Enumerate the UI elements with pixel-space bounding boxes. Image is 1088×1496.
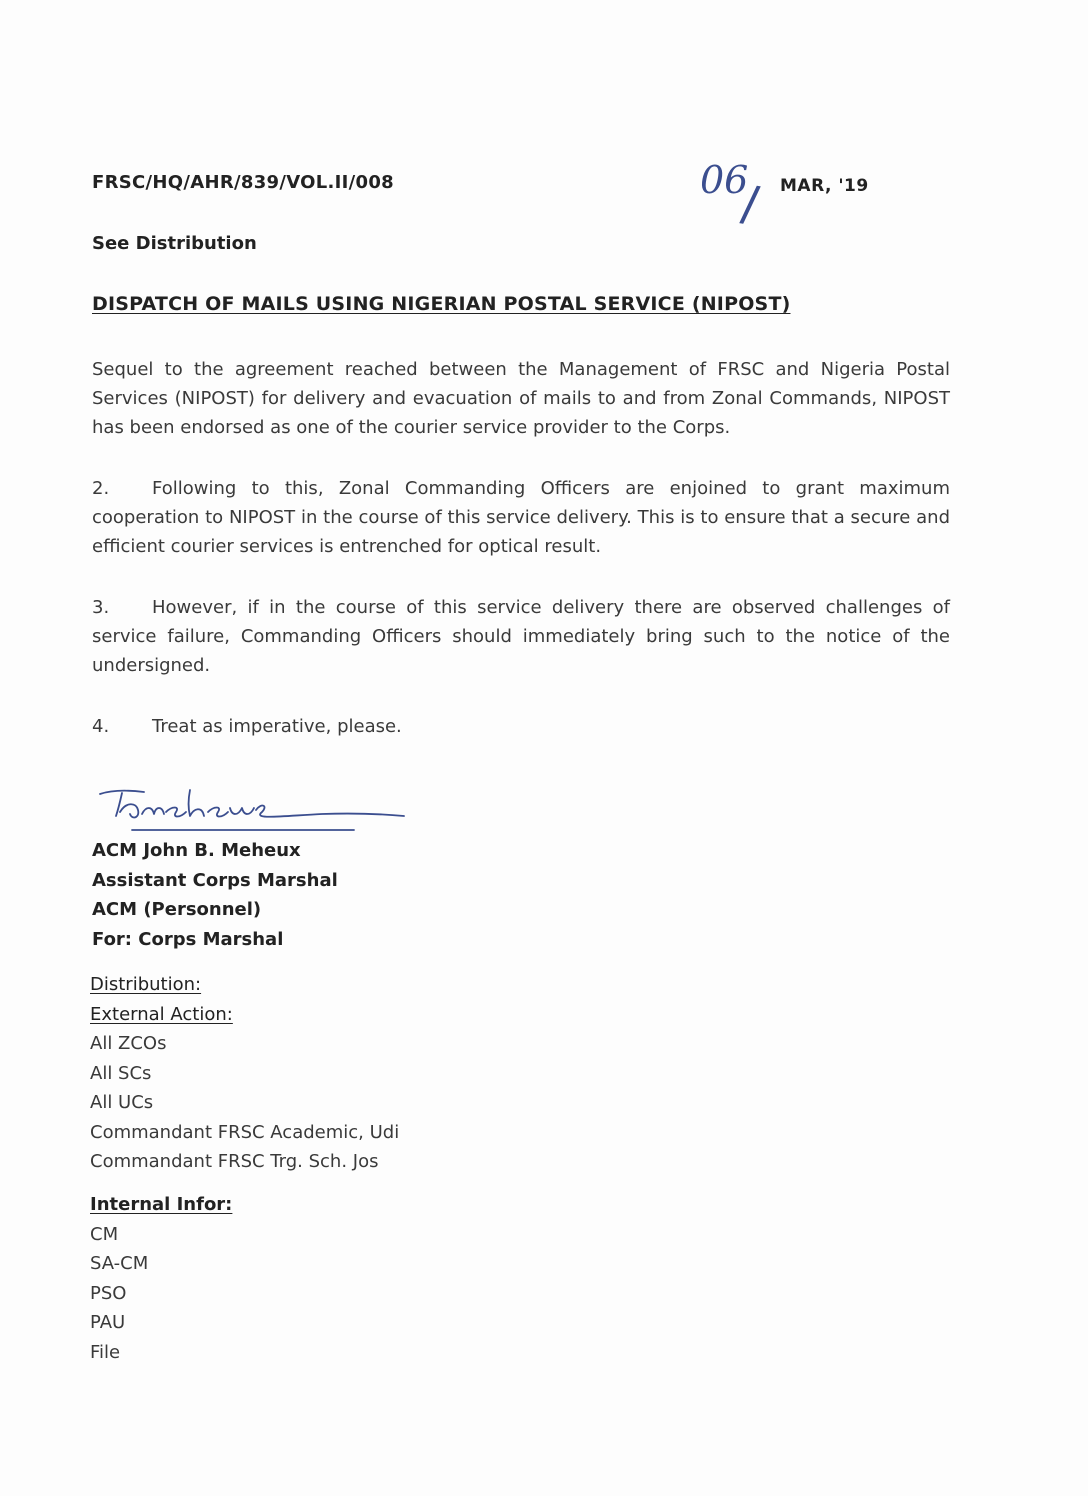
- list-item: All ZCOs: [90, 1033, 167, 1054]
- paragraph-3-text: However, if in the course of this service delivery there are observed challenges of service failure, Commanding Officers should immediately bring such to the notice of the undersigned.: [92, 597, 950, 676]
- list-item: PSO: [90, 1282, 127, 1304]
- signatory-for: For: Corps Marshal: [92, 928, 284, 950]
- paragraph-3-number: 3.: [92, 597, 110, 618]
- handwritten-date-day: 06: [700, 158, 749, 202]
- list-item: PAU: [90, 1312, 126, 1333]
- signatory-office: ACM (Personnel): [92, 899, 262, 920]
- list-item: Commandant FRSC Academic, Udi: [90, 1121, 400, 1143]
- external-action-heading: External Action:: [90, 1003, 233, 1025]
- paragraph-1: [92, 355, 950, 442]
- distribution-heading: Distribution:: [90, 974, 202, 995]
- paragraph-2-number: 2.: [92, 478, 110, 499]
- internal-infor-heading: Internal Infor:: [90, 1194, 233, 1215]
- addressee: See Distribution: [92, 233, 257, 254]
- list-item: SA-CM: [90, 1253, 149, 1274]
- paragraph-4-number: 4.: [92, 716, 110, 737]
- list-item: Commandant FRSC Trg. Sch. Jos: [90, 1151, 379, 1172]
- signatory-name: ACM John B. Meheux: [92, 840, 301, 861]
- list-item: File: [90, 1341, 121, 1363]
- list-item: All UCs: [90, 1092, 154, 1113]
- subject-heading: DISPATCH OF MAILS USING NIGERIAN POSTAL SERVICE (NIPOST): [92, 293, 791, 315]
- list-item: CM: [90, 1223, 119, 1245]
- paragraph-4: [92, 712, 950, 741]
- distribution-internal: [90, 1190, 232, 1367]
- reference-number: FRSC/HQ/AHR/839/VOL.II/008: [92, 172, 394, 193]
- paragraph-3: [92, 593, 950, 680]
- paragraph-2-text: Following to this, Zonal Commanding Officers are enjoined to grant maximum cooperation to NIPOST in the course of this service delivery. This is to ensure that a secure and efficient courier services is entrenched for optical result.: [92, 478, 950, 557]
- distribution-external: [90, 970, 399, 1177]
- paragraph-1-text: Sequel to the agreement reached between the Management of FRSC and Nigeria Postal Services (NIPOST) for delivery and evacuation of mails to and from Zonal Commands, NIPOST has been endorsed as one of the courier service provider to the Corps.: [92, 359, 950, 438]
- signatory-rank: Assistant Corps Marshal: [92, 869, 338, 891]
- paragraph-4-text: Treat as imperative, please.: [152, 716, 402, 737]
- list-item: All SCs: [90, 1062, 152, 1084]
- signature-block: [92, 836, 338, 954]
- printed-date: MAR, '19: [780, 176, 869, 196]
- paragraph-2: [92, 474, 950, 561]
- handwritten-date-slash: /: [738, 175, 762, 233]
- handwritten-signature: [92, 772, 412, 840]
